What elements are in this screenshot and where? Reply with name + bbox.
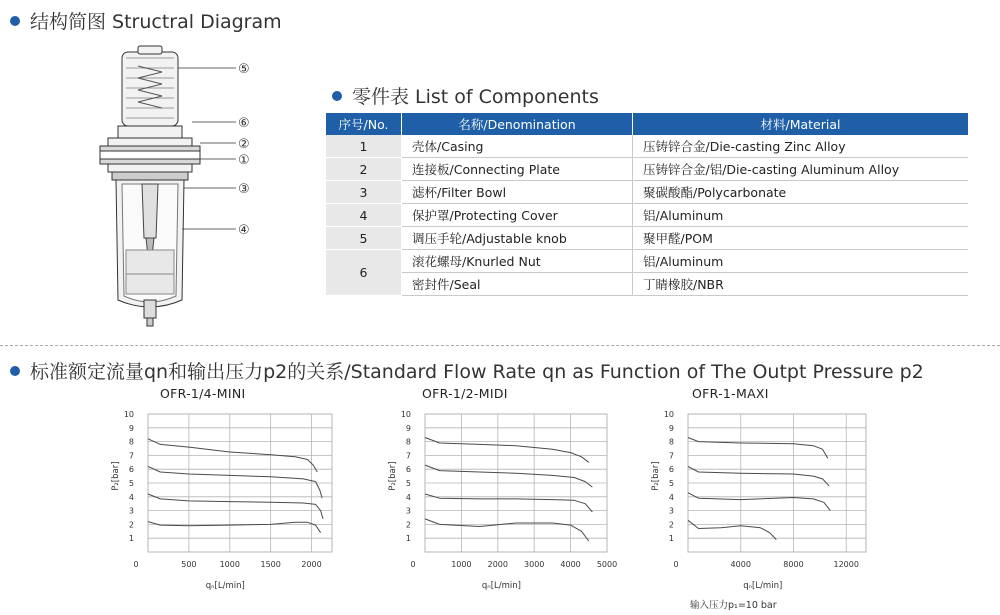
chart-title: OFR-1-MAXI	[692, 386, 769, 401]
callout-4: ④	[238, 223, 250, 238]
input-pressure-note: 输入压力p₁=10 bar	[690, 600, 777, 611]
y-tick-label: 3	[668, 506, 674, 516]
table-row	[326, 250, 968, 273]
series-line	[148, 494, 323, 519]
y-tick-label: 9	[405, 423, 411, 433]
row-no: 4	[326, 204, 402, 227]
table-row	[326, 158, 968, 181]
x-tick-label: 0	[673, 560, 679, 569]
header-no: 序号/No.	[326, 113, 402, 135]
row-name: 壳体/Casing	[402, 135, 633, 158]
x-tick-label: 0	[133, 560, 139, 569]
y-axis-label: P₂[bar]	[388, 461, 398, 491]
y-tick-label: 10	[400, 410, 411, 419]
x-tick-label: 1000	[451, 560, 472, 569]
callout-3: ③	[238, 182, 250, 197]
chart-plot	[100, 386, 340, 596]
row-material: 压铸锌合金/Die-casting Zinc Alloy	[633, 135, 969, 158]
chart-plot	[650, 386, 900, 596]
row-no: 2	[326, 158, 402, 181]
y-tick-label: 1	[405, 534, 411, 544]
y-tick-label: 7	[405, 451, 411, 461]
flow-chart-mini	[100, 386, 340, 596]
y-tick-label: 7	[128, 451, 134, 461]
y-tick-label: 6	[668, 465, 674, 475]
row-material: 聚甲醛/POM	[633, 227, 969, 250]
row-material: 压铸锌合金/铝/Die-casting Aluminum Alloy	[633, 158, 969, 181]
x-tick-label: 0	[410, 560, 416, 569]
x-tick-label: 1000	[219, 560, 240, 569]
chart-title: OFR-1/2-MIDI	[422, 386, 508, 401]
adjustable-knob	[122, 52, 178, 126]
x-tick-label: 8000	[783, 560, 804, 569]
y-tick-label: 6	[405, 465, 411, 475]
x-tick-label: 5000	[596, 560, 618, 569]
y-axis-label: P₂[bar]	[651, 461, 661, 491]
series-line	[688, 520, 776, 539]
series-line	[148, 522, 321, 533]
y-tick-label: 9	[128, 423, 134, 433]
x-tick-label: 3000	[524, 560, 545, 569]
y-tick-label: 1	[128, 534, 134, 544]
row-material: 丁睛橡胶/NBR	[633, 273, 969, 296]
row-no: 1	[326, 135, 402, 158]
series-line	[425, 519, 589, 541]
y-tick-label: 3	[128, 506, 134, 516]
flow-chart-maxi	[650, 386, 900, 596]
callout-1: ①	[238, 153, 250, 168]
y-axis-label: P₂[bar]	[111, 461, 121, 491]
y-tick-label: 2	[128, 520, 134, 530]
section-divider	[0, 345, 1000, 346]
x-axis-label: qₙ[L/min]	[205, 581, 245, 591]
table-header-row	[326, 113, 968, 135]
x-axis-label: qₙ[L/min]	[743, 581, 783, 591]
bullet-icon	[10, 366, 20, 376]
table-row	[326, 135, 968, 158]
section-heading-diagram	[10, 7, 282, 34]
row-name: 滚花螺母/Knurled Nut	[402, 250, 633, 273]
table-row	[326, 273, 968, 296]
callout-6: ⑥	[238, 116, 250, 131]
row-name: 保护罩/Protecting Cover	[402, 204, 633, 227]
x-tick-label: 500	[181, 560, 197, 569]
y-tick-label: 9	[668, 423, 674, 433]
row-no: 3	[326, 181, 402, 204]
header-material: 材料/Material	[633, 113, 969, 135]
row-material: 聚碳酸酯/Polycarbonate	[633, 181, 969, 204]
callout-5: ⑤	[238, 62, 250, 77]
y-tick-label: 4	[128, 492, 134, 502]
x-tick-label: 1500	[260, 560, 281, 569]
y-tick-label: 7	[668, 451, 674, 461]
connecting-plate	[112, 172, 188, 180]
y-tick-label: 8	[128, 437, 134, 447]
x-tick-label: 4000	[730, 560, 751, 569]
chart-title: OFR-1/4-MINI	[160, 386, 246, 401]
flow-chart-midi	[380, 386, 630, 596]
x-tick-label: 2000	[301, 560, 322, 569]
y-tick-label: 5	[405, 479, 411, 488]
x-axis-label: qₙ[L/min]	[481, 581, 521, 591]
knurled-nut	[118, 126, 182, 138]
y-tick-label: 5	[668, 479, 674, 488]
y-tick-label: 2	[668, 520, 674, 530]
y-tick-label: 3	[405, 506, 411, 516]
y-tick-label: 4	[668, 492, 674, 502]
components-table	[326, 113, 968, 296]
row-no: 5	[326, 227, 402, 250]
series-line	[425, 465, 592, 487]
y-tick-label: 10	[123, 410, 134, 419]
row-name: 滤杯/Filter Bowl	[402, 181, 633, 204]
chart-plot	[380, 386, 630, 596]
section-title-diagram: 结构简图 Structral Diagram	[30, 11, 282, 33]
section-heading-flow	[10, 357, 924, 384]
row-name: 调压手轮/Adjustable knob	[402, 227, 633, 250]
x-tick-label: 4000	[560, 560, 581, 569]
x-tick-label: 12000	[833, 560, 859, 569]
y-tick-label: 1	[668, 534, 674, 544]
section-title-components: 零件表 List of Components	[352, 86, 599, 108]
y-tick-label: 4	[405, 492, 411, 502]
row-no: 6	[326, 250, 402, 296]
y-tick-label: 2	[405, 520, 411, 530]
table-row	[326, 227, 968, 250]
row-name: 连接板/Connecting Plate	[402, 158, 633, 181]
row-name: 密封件/Seal	[402, 273, 633, 296]
y-tick-label: 6	[128, 465, 134, 475]
x-tick-label: 2000	[487, 560, 508, 569]
y-tick-label: 5	[128, 479, 134, 488]
bullet-icon	[332, 91, 342, 101]
series-line	[148, 466, 322, 498]
bullet-icon	[10, 16, 20, 26]
row-material: 铝/Aluminum	[633, 204, 969, 227]
series-line	[688, 493, 830, 511]
callout-2: ②	[238, 137, 250, 152]
section-title-flow: 标准额定流量qn和输出压力p2的关系/Standard Flow Rate qn as Function of The Outpt Pressure p2	[30, 361, 924, 383]
row-material: 铝/Aluminum	[633, 250, 969, 273]
y-tick-label: 8	[405, 437, 411, 447]
header-denomination: 名称/Denomination	[402, 113, 633, 135]
section-heading-components	[332, 82, 599, 109]
structural-diagram	[60, 38, 300, 334]
table-row	[326, 181, 968, 204]
y-tick-label: 10	[663, 410, 674, 419]
table-row	[326, 204, 968, 227]
y-tick-label: 8	[668, 437, 674, 447]
